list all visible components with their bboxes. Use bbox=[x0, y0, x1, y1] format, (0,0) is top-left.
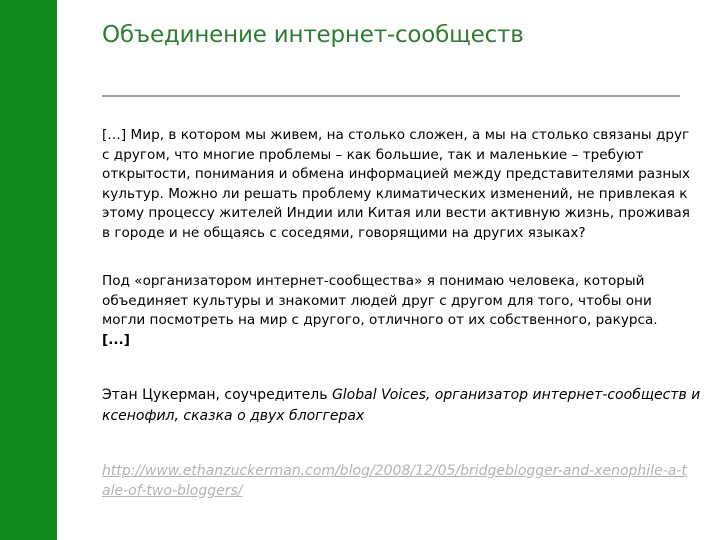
attribution-role: Global Voices, организатор интернет-сообществ и ксенофил, сказка о двух блоггерах bbox=[102, 387, 701, 424]
quote-paragraph-1: […] Мир, в котором мы живем, на столько сложен, а мы на столько связаны друг с другом, что многие проблемы – как большие, так и маленькие – требуют открытости, понимания и обмена информацией между представителями разных культур. Можно ли решать проблему климатических изменений, не привлекая к этому процессу жителей Индии или Китая или вести активную жизнь, проживая в городе и не общаясь с соседями, говорящими на других языках? bbox=[102, 127, 691, 241]
side-bar bbox=[0, 0, 57, 540]
attribution bbox=[102, 385, 702, 427]
slide-title: Объединение интернет-сообществ bbox=[102, 22, 524, 48]
quote-paragraph-2 bbox=[102, 272, 692, 350]
quote-paragraph-2-text: Под «организатором интернет-сообщества» я понимаю человека, который объединяет культуры и знакомит людей друг с другом для того, чтобы они могли посмотреть на мир с другого, отличного от их собственного, ракурса. bbox=[102, 273, 658, 328]
title-rule bbox=[102, 95, 680, 97]
attribution-author: Этан Цукерман, соучредитель bbox=[102, 387, 332, 403]
quote-ellipsis: [...] bbox=[102, 331, 130, 348]
source-link[interactable]: http://www.ethanzuckerman.com/blog/2008/12/05/bridgeblogger-and-xenophile-a-tale-of-two-bloggers/ bbox=[102, 463, 687, 499]
